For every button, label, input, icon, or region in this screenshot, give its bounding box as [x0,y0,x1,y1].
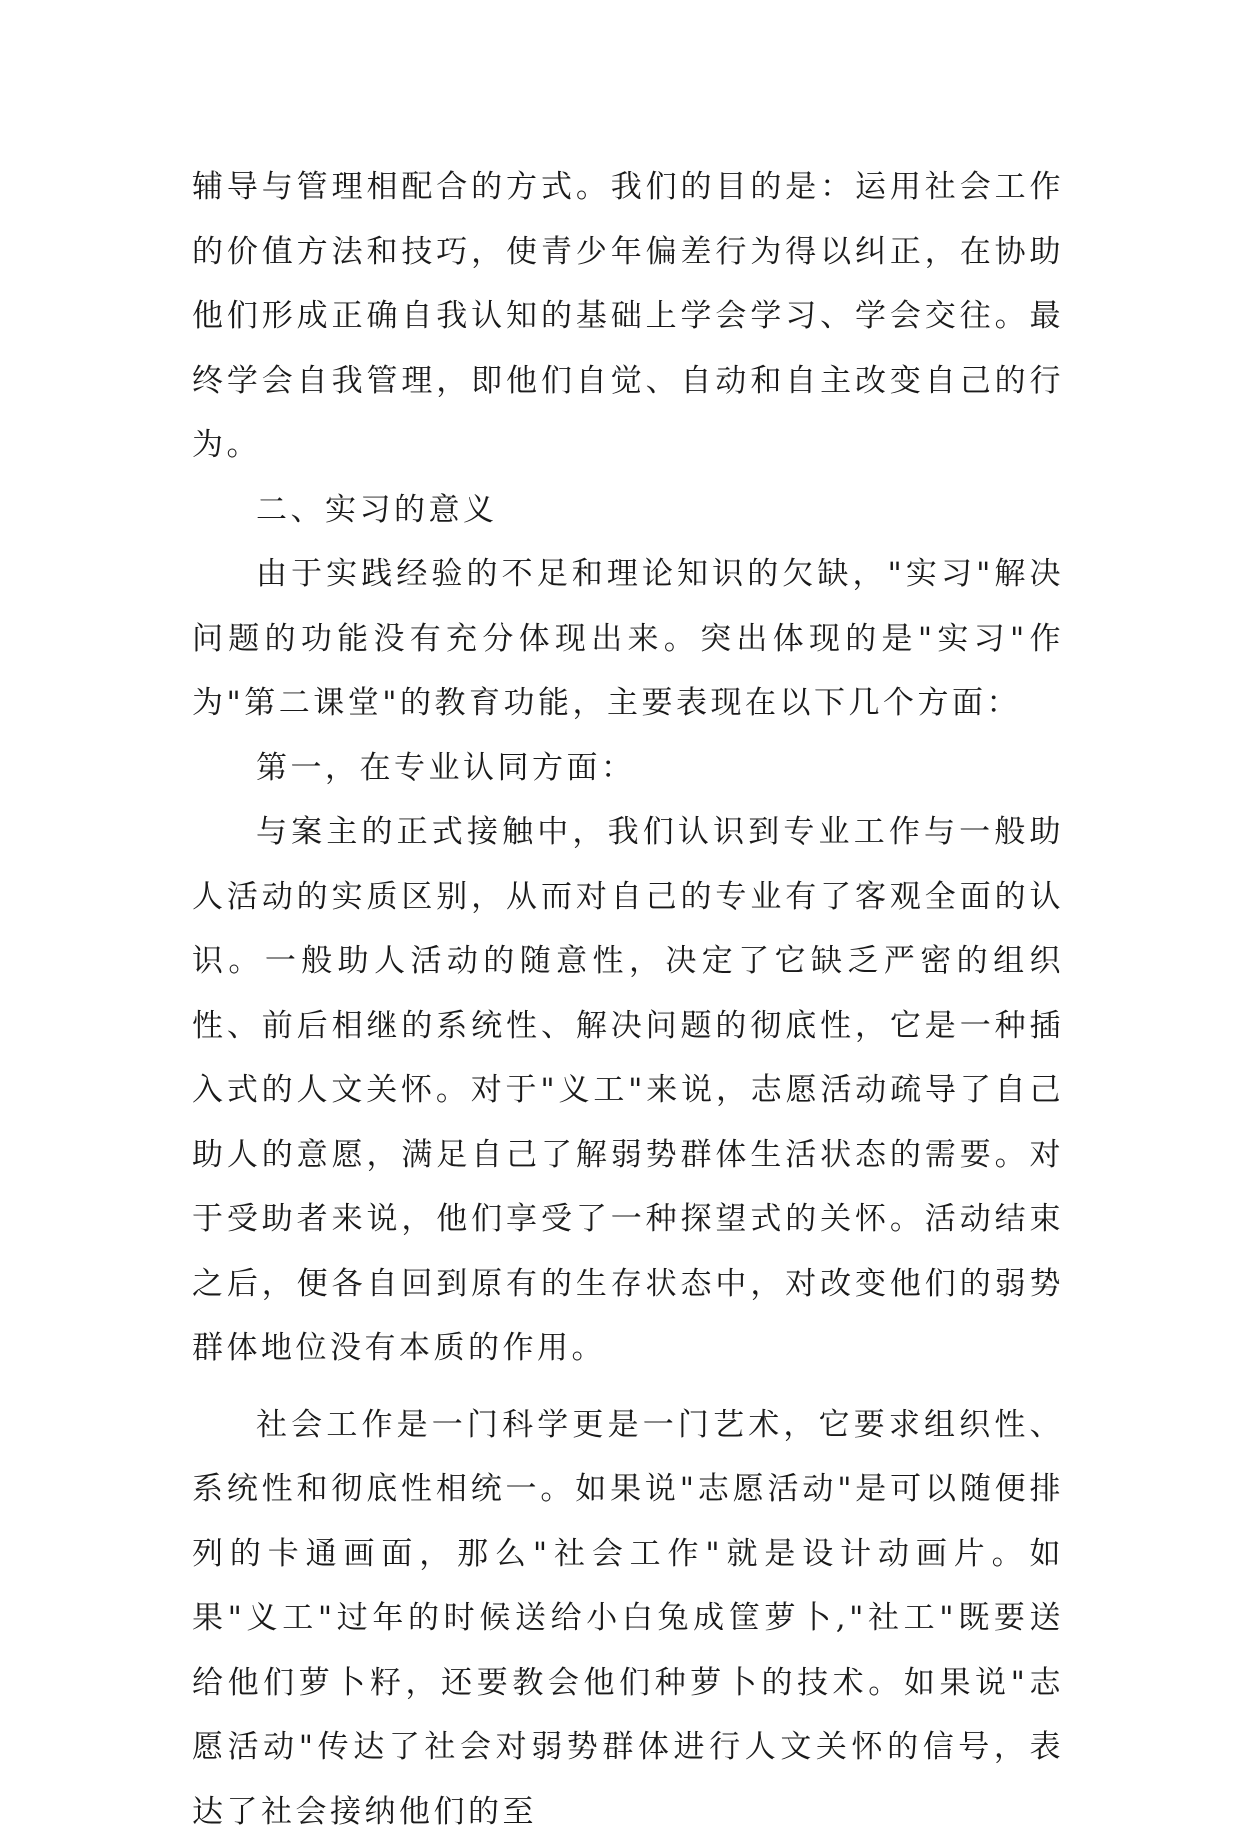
section-heading: 二、实习的意义 [192,478,1064,543]
paragraph-continuation: 辅导与管理相配合的方式。我们的目的是：运用社会工作的价值方法和技巧，使青少年偏差行为得以纠正，在协助他们形成正确自我认知的基础上学会学习、学会交往。最终学会自我管理，即他们自觉、自动和自主改变自己的行为。 [192,155,1064,478]
paragraph-internship-significance: 由于实践经验的不足和理论知识的欠缺，"实习"解决问题的功能没有充分体现出来。突出体现的是"实习"作为"第二课堂"的教育功能，主要表现在以下几个方面： [192,542,1064,736]
subsection-heading: 第一，在专业认同方面： [192,736,1064,801]
document-body [192,155,1064,1844]
paragraph-social-work-art: 社会工作是一门科学更是一门艺术，它要求组织性、系统性和彻底性相统一。如果说"志愿活动"是可以随便排列的卡通画面，那么"社会工作"就是设计动画片。如果"义工"过年的时候送给小白兔成筐萝卜,"社工"既要送给他们萝卜籽，还要教会他们种萝卜的技术。如果说"志愿活动"传达了社会对弱势群体进行人文关怀的信号，表达了社会接纳他们的至 [192,1393,1064,1844]
paragraph-professional-identity: 与案主的正式接触中，我们认识到专业工作与一般助人活动的实质区别，从而对自己的专业有了客观全面的认识。一般助人活动的随意性，决定了它缺乏严密的组织性、前后相继的系统性、解决问题的彻底性，它是一种插入式的人文关怀。对于"义工"来说，志愿活动疏导了自己助人的意愿，满足自己了解弱势群体生活状态的需要。对于受助者来说，他们享受了一种探望式的关怀。活动结束之后，便各自回到原有的生存状态中，对改变他们的弱势群体地位没有本质的作用。 [192,800,1064,1381]
